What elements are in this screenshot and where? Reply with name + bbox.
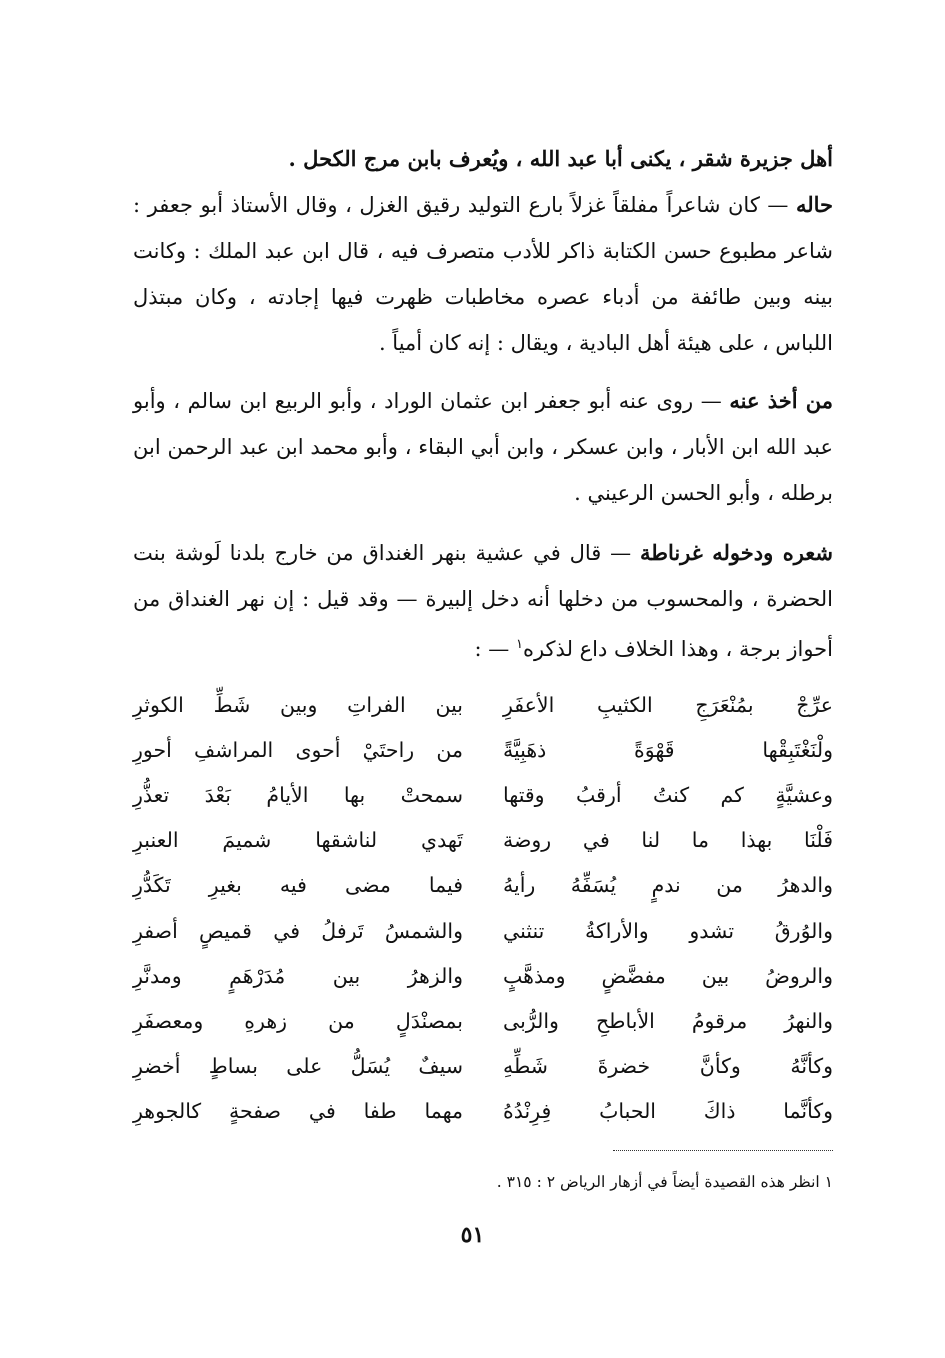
poem [133,682,833,1134]
verse-second-hemistich: سمحتْ بها الأيامُ بَعْدَ تعذُّرِ [133,782,463,807]
poetry-heading: شعره ودخوله غرناطة [639,540,834,565]
verse-line [133,1044,833,1089]
status-paragraph [133,182,833,366]
verse-first-hemistich: ولْنَغْتَبِقْها قَهْوَةً ذهَبِيَّةً [503,737,833,762]
verse-first-hemistich: فَلْنَا بهذا ما لنا في روضة [503,828,833,853]
verse-second-hemistich: من راحتَيْ أحوى المراشفِ أحورِ [133,737,463,762]
footnote-separator [613,1150,833,1151]
poetry-paragraph [133,530,833,672]
verse-line [133,1089,833,1134]
verse-line [133,682,833,727]
poetry-text: — قال في عشية بنهر الغنداق من خارج بلدنا لَوشة بنت الحضرة ، والمحسوب من دخلها أنه دخل إلبيرة — وقد قيل : إن نهر الغنداق من أحواز برجة ، وهذا الخلاف داع لذكره [133,541,833,661]
verse-first-hemistich: والوُرقُ تشدو والأراكةُ تنثني [503,918,833,943]
status-text: — كان شاعراً مفلقاً غزلاً بارع التوليد رقيق الغزل ، وقال الأستاذ أبو جعفر : شاعر مطبوع حسن الكتابة ذاكر للأدب متصرف فيه ، قال ابن عبد الملك : وكانت بينه وبين طائفة من أدباء عصره مخاطبات ظهرت فيها إجادته ، وكان مبتذل اللباس ، على هيئة أهل البادية ، ويقال : إنه كان أمياً . [133,193,833,355]
verse-second-hemistich: بمصنْدَلٍ من زهرهِ ومعصفَرِ [133,1008,463,1033]
footnote: ١ انظر هذه القصيدة أيضاً في أزهار الرياض ٢ : ٣١٥ . [496,1173,833,1191]
verse-line [133,953,833,998]
intro-text: أهل جزيرة شقر ، يكنى أبا عبد الله ، ويُعرف بابن مرج الكحل . [288,146,833,171]
verse-first-hemistich: والروضُ بين مفضَّضٍ ومذهَّبٍ [503,963,833,988]
page-number: ٥١ [460,1222,485,1248]
verse-second-hemistich: سيفٌ يُسَلُّ على بساطٍ أخضرِ [133,1054,463,1079]
verse-line [133,818,833,863]
intro-paragraph [133,136,833,182]
verse-second-hemistich: فيما مضى فيه بغيرِ تَكَدُّرِ [133,873,463,898]
students-text: — روى عنه أبو جعفر ابن عثمان الوراد ، وأبو الربيع ابن سالم ، وأبو عبد الله ابن الأبار ، وابن عسكر ، وابن أبي البقاء ، وأبو محمد ابن عبد الرحمن ابن برطله ، وأبو الحسن الرعيني . [133,389,833,505]
verse-line [133,727,833,772]
verse-first-hemistich: والنهرُ مرقومُ الأباطحِ والرُّبى [503,1008,833,1033]
verse-second-hemistich: والشمسُ تَرفلُ في قميصٍ أصفرِ [133,918,463,943]
footnote-marker: ١ [515,637,523,652]
verse-second-hemistich: والزهرُ بين مُدَرْهَمٍ ومدنَّرِ [133,963,463,988]
verse-line [133,908,833,953]
verse-second-hemistich: مهما طفا في صفحةٍ كالجوهرِ [133,1099,463,1124]
students-paragraph [133,378,833,516]
verse-second-hemistich: تَهدي لناشقها شميمَ العنبرِ [133,828,463,853]
verse-first-hemistich: وكأنَّهُ وكأنَّ خضرةَ شَطِّهِ [503,1054,833,1079]
status-heading: حاله [795,192,833,217]
verse-second-hemistich: بين الفراتِ وبين شَطِّ الكوثرِ [133,692,463,717]
verse-line [133,772,833,817]
students-heading: من أخذ عنه [729,388,833,413]
verse-line [133,998,833,1043]
verse-first-hemistich: والدهرُ من ندمٍ يُسَفِّهُ رأيهُ [503,873,833,898]
verse-first-hemistich: وعشيَّةٍ كم كنتُ أرقبُ وقتها [503,782,833,807]
poetry-tail: — : [474,637,516,661]
verse-first-hemistich: عرِّجْ بمُنْعَرَجِ الكثيبِ الأعفَرِ [503,692,833,717]
verse-first-hemistich: وكأنَّما ذاكَ الحبابُ فِرِنْدُهُ [503,1099,833,1124]
verse-line [133,863,833,908]
